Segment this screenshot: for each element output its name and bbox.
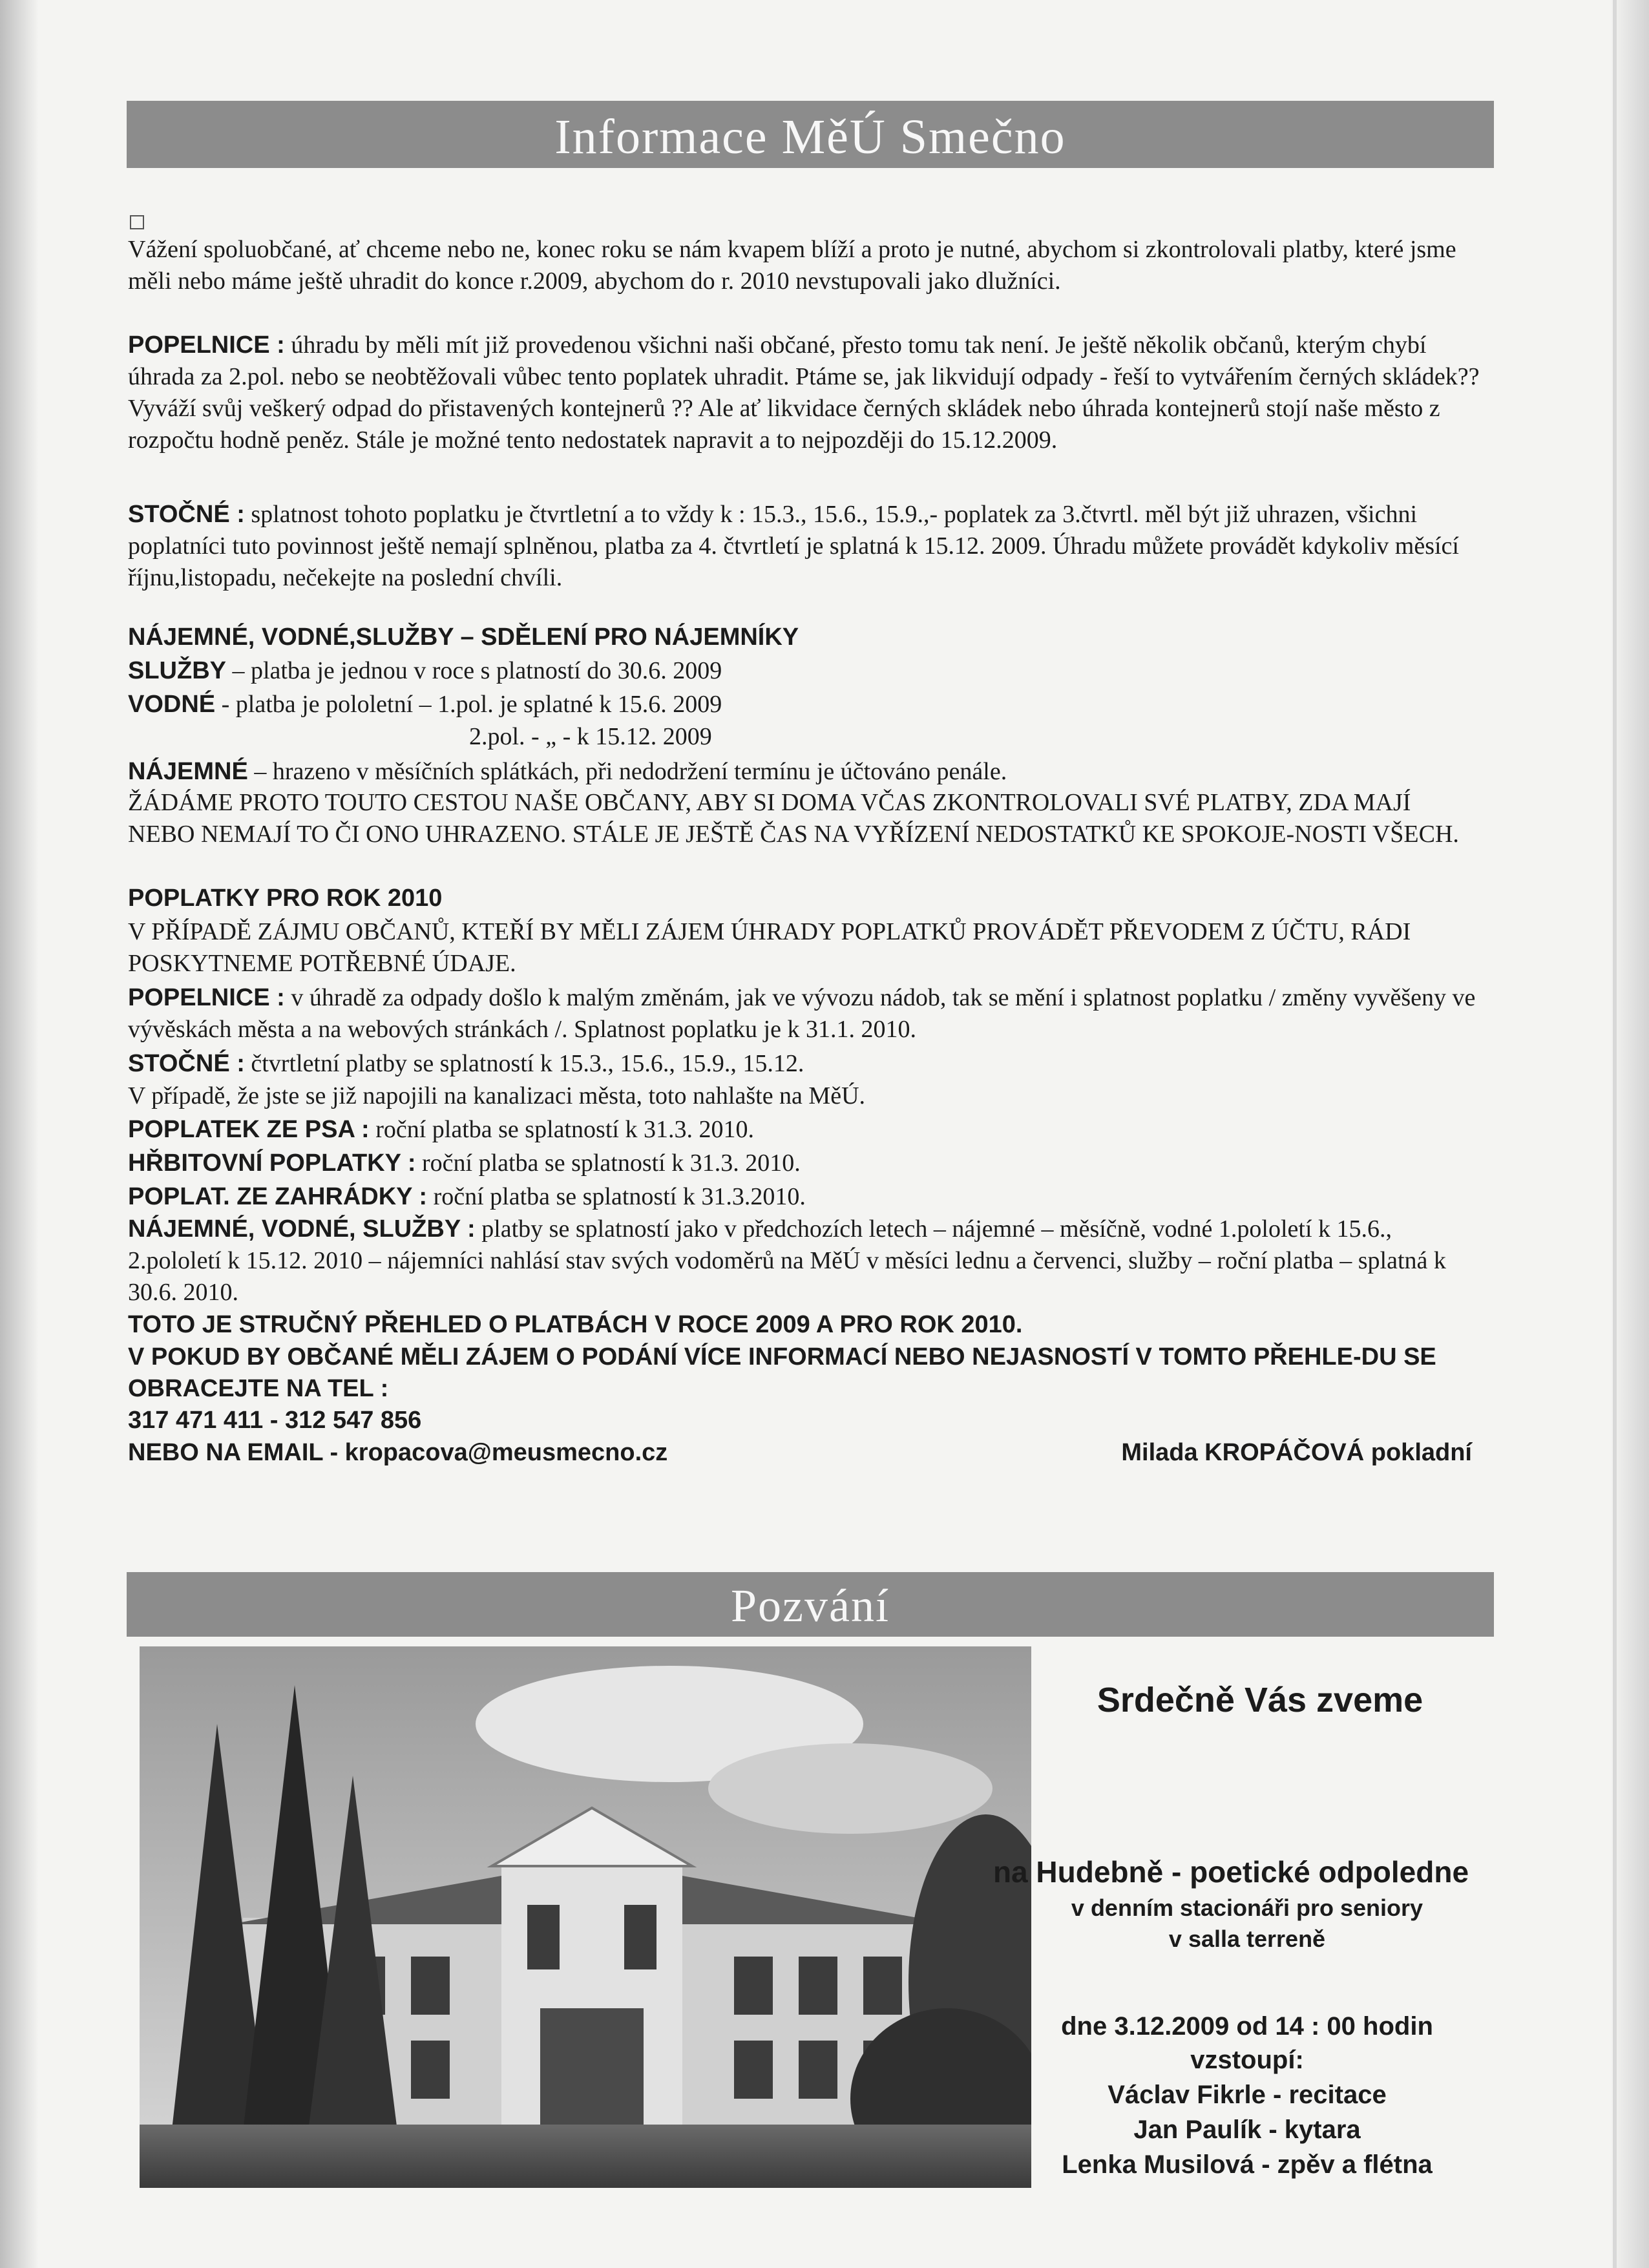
vodne-line (128, 689, 1480, 720)
invitation-performers-label: vzstoupí: (1190, 2046, 1304, 2074)
invitation-event: na Hudebně - poetické odpoledne (993, 1855, 1469, 1889)
performer-3: Lenka Musilová - zpěv a flétna (1062, 2150, 1433, 2179)
zahradky-label: POPLAT. ZE ZAHRÁDKY : (128, 1183, 428, 1210)
popelnice-label: POPELNICE : (128, 331, 285, 359)
performer-2: Jan Paulík - kytara (1133, 2116, 1361, 2144)
vodne-text: - platba je pololetní – 1.pol. je splatné k 15.6. 2009 (215, 691, 722, 718)
hrbitov-label: HŘBITOVNÍ POPLATKY : (128, 1150, 416, 1177)
checkbox-icon (130, 215, 144, 229)
pozvani-banner: Pozvání (127, 1572, 1494, 1637)
najemne-2010-label: NÁJEMNÉ, VODNÉ, SLUŽBY : (128, 1215, 476, 1243)
hrbitov-text: roční platba se splatností k 31.3. 2010. (415, 1150, 801, 1177)
zahradky-line (128, 1181, 1480, 1213)
najemne-heading: NÁJEMNÉ, VODNÉ,SLUŽBY – SDĚLENÍ PRO NÁJEMNÍKY (128, 624, 799, 651)
intro-paragraph: Vážení spoluobčané, ať chceme nebo ne, konec roku se nám kvapem blíží a proto je nutné, abychom si zkontrolovali platby, které jsme měli nebo máme ještě uhradit do konce r.2009, abychom do r. 2010 nevstupovali jako dlužníci. (128, 236, 1456, 295)
popelnice-text: úhradu by měli mít již provedenou všichni naši občané, přesto tomu tak není. Je ještě několik občanů, kterým chybí úhrada za 2.pol. nebo se neobtěžovali vůbec tento poplatek uhradit. Ptáme se, jak likvidují odpady - řeší to vytvářením černých skládek?? Vyváží svůj veškerý odpad do přistavených kontejnerů ?? Ale ať likvidace černých skládek nebo úhrada kontejnerů stojí naše město z rozpočtu hodně peněz. Stále je možné tento nedostatek napravit a to nejpozději do 15.12.2009. (128, 331, 1480, 454)
psa-text: roční platba se splatností k 31.3. 2010. (369, 1116, 754, 1143)
najemne-line (128, 756, 1480, 788)
stocne-2010-line (128, 1048, 1480, 1080)
vodne-label: VODNÉ (128, 691, 216, 718)
popelnice-2010-label: POPELNICE : (128, 984, 285, 1011)
invitation-venue-2: v salla terreně (1168, 1926, 1326, 1952)
scan-edge-line (1613, 0, 1617, 2268)
summary-line-1: TOTO JE STRUČNÝ PŘEHLED O PLATBÁCH V ROCE 2009 A PRO ROK 2010. (128, 1311, 1023, 1338)
kanalizace-line: V případě, že jste se již napojili na kanalizaci města, toto nahlašte na MěÚ. (128, 1082, 866, 1109)
invitation-date: dne 3.12.2009 od 14 : 00 hodin (1061, 2012, 1433, 2041)
hrbitov-line (128, 1148, 1480, 1179)
invitation-title: Srdečně Vás zveme (1097, 1681, 1423, 1719)
stocne-paragraph (128, 499, 1480, 594)
stocne-2010-label: STOČNÉ : (128, 1050, 245, 1077)
email-line: NEBO NA EMAIL - kropacova@meusmecno.cz (128, 1439, 668, 1466)
vodne-second-line: 2.pol. - „ - k 15.12. 2009 (469, 723, 712, 750)
manor-photo (140, 1646, 1031, 2188)
popelnice-2010-paragraph (128, 982, 1480, 1045)
phones-line: 317 471 411 - 312 547 856 (128, 1407, 422, 1434)
psa-line (128, 1114, 1480, 1146)
signature: Milada KROPÁČOVÁ pokladní (1121, 1439, 1472, 1466)
najemne-2010-text: platby se splatností jako v předchozích letech – nájemné – měsíčně, vodné 1.pololetí k 15.6., 2.pololetí k 15.12. 2010 – nájemníci nahlásí stav svých vodoměrů na MěÚ v měsíci lednu a červenci, služby – roční platba – splatná k 30.6. 2010. (128, 1215, 1446, 1306)
popelnice-2010-text: v úhradě za odpady došlo k malým změnám, jak ve vývozu nádob, tak se mění i splatnost poplatku / změny vyvěšeny ve vývěskách města a na webových stránkách /. Splatnost poplatku je k 31.1. 2010. (128, 984, 1476, 1043)
prevod-paragraph: V PŘÍPADĚ ZÁJMU OBČANŮ, KTEŘÍ BY MĚLI ZÁJEM ÚHRADY POPLATKŮ PROVÁDĚT PŘEVODEM Z ÚČTU, RÁDI POSKYTNEME POTŘEBNÉ ÚDAJE. (128, 918, 1411, 977)
stocne-text: splatnost tohoto poplatku je čtvrtletní a to vždy k : 15.3., 15.6., 15.9.,- poplatek za 3.čtvrtl. měl být již uhrazen, všichni poplatníci tuto povinnost ještě nemají splněnou, platba za 4. čtvrtletí je splatná k 15.12. 2009. Úhradu můžete provádět kdykoliv měsící říjnu,listopadu, nečekejte na poslední chvíli. (128, 501, 1459, 591)
invitation-venue-1: v denním stacionáři pro seniory (1071, 1895, 1423, 1921)
najemne-2010-paragraph (128, 1213, 1480, 1308)
sluzby-label: SLUŽBY (128, 657, 226, 684)
najemne-text: – hrazeno v měsíčních splátkách, při nedodržení termínu je účtováno penále. (247, 758, 1007, 785)
info-banner: Informace MěÚ Smečno (127, 101, 1494, 168)
sluzby-line (128, 655, 1480, 687)
summary-line-2: V POKUD BY OBČANÉ MĚLI ZÁJEM O PODÁNÍ VÍCE INFORMACÍ NEBO NEJASNOSTÍ V TOMTO PŘEHLE-DU SE OBRACEJTE NA TEL : (128, 1343, 1436, 1402)
performer-1: Václav Fikrle - recitace (1108, 2081, 1387, 2109)
psa-label: POPLATEK ZE PSA : (128, 1116, 370, 1143)
zadame-paragraph: ŽÁDÁME PROTO TOUTO CESTOU NAŠE OBČANY, ABY SI DOMA VČAS ZKONTROLOVALI SVÉ PLATBY, ZDA MAJÍ NEBO NEMAJÍ TO ČI ONO UHRAZENO. STÁLE JE JEŠTĚ ČAS NA VYŘÍZENÍ NEDOSTATKŮ KE SPOKOJE-NOSTI VŠECH. (128, 789, 1459, 848)
popelnice-paragraph (128, 330, 1480, 456)
manor-photo-image (140, 1646, 1031, 2188)
stocne-label: STOČNÉ : (128, 501, 245, 528)
poplatky-2010-heading: POPLATKY PRO ROK 2010 (128, 885, 443, 912)
stocne-2010-text: čtvrtletní platby se splatností k 15.3., 15.6., 15.9., 15.12. (244, 1050, 804, 1077)
sluzby-text: – platba je jednou v roce s platností do 30.6. 2009 (226, 657, 722, 684)
zahradky-text: roční platba se splatností k 31.3.2010. (427, 1183, 806, 1210)
najemne-label: NÁJEMNÉ (128, 758, 248, 785)
scan-edge-left (0, 0, 39, 2268)
